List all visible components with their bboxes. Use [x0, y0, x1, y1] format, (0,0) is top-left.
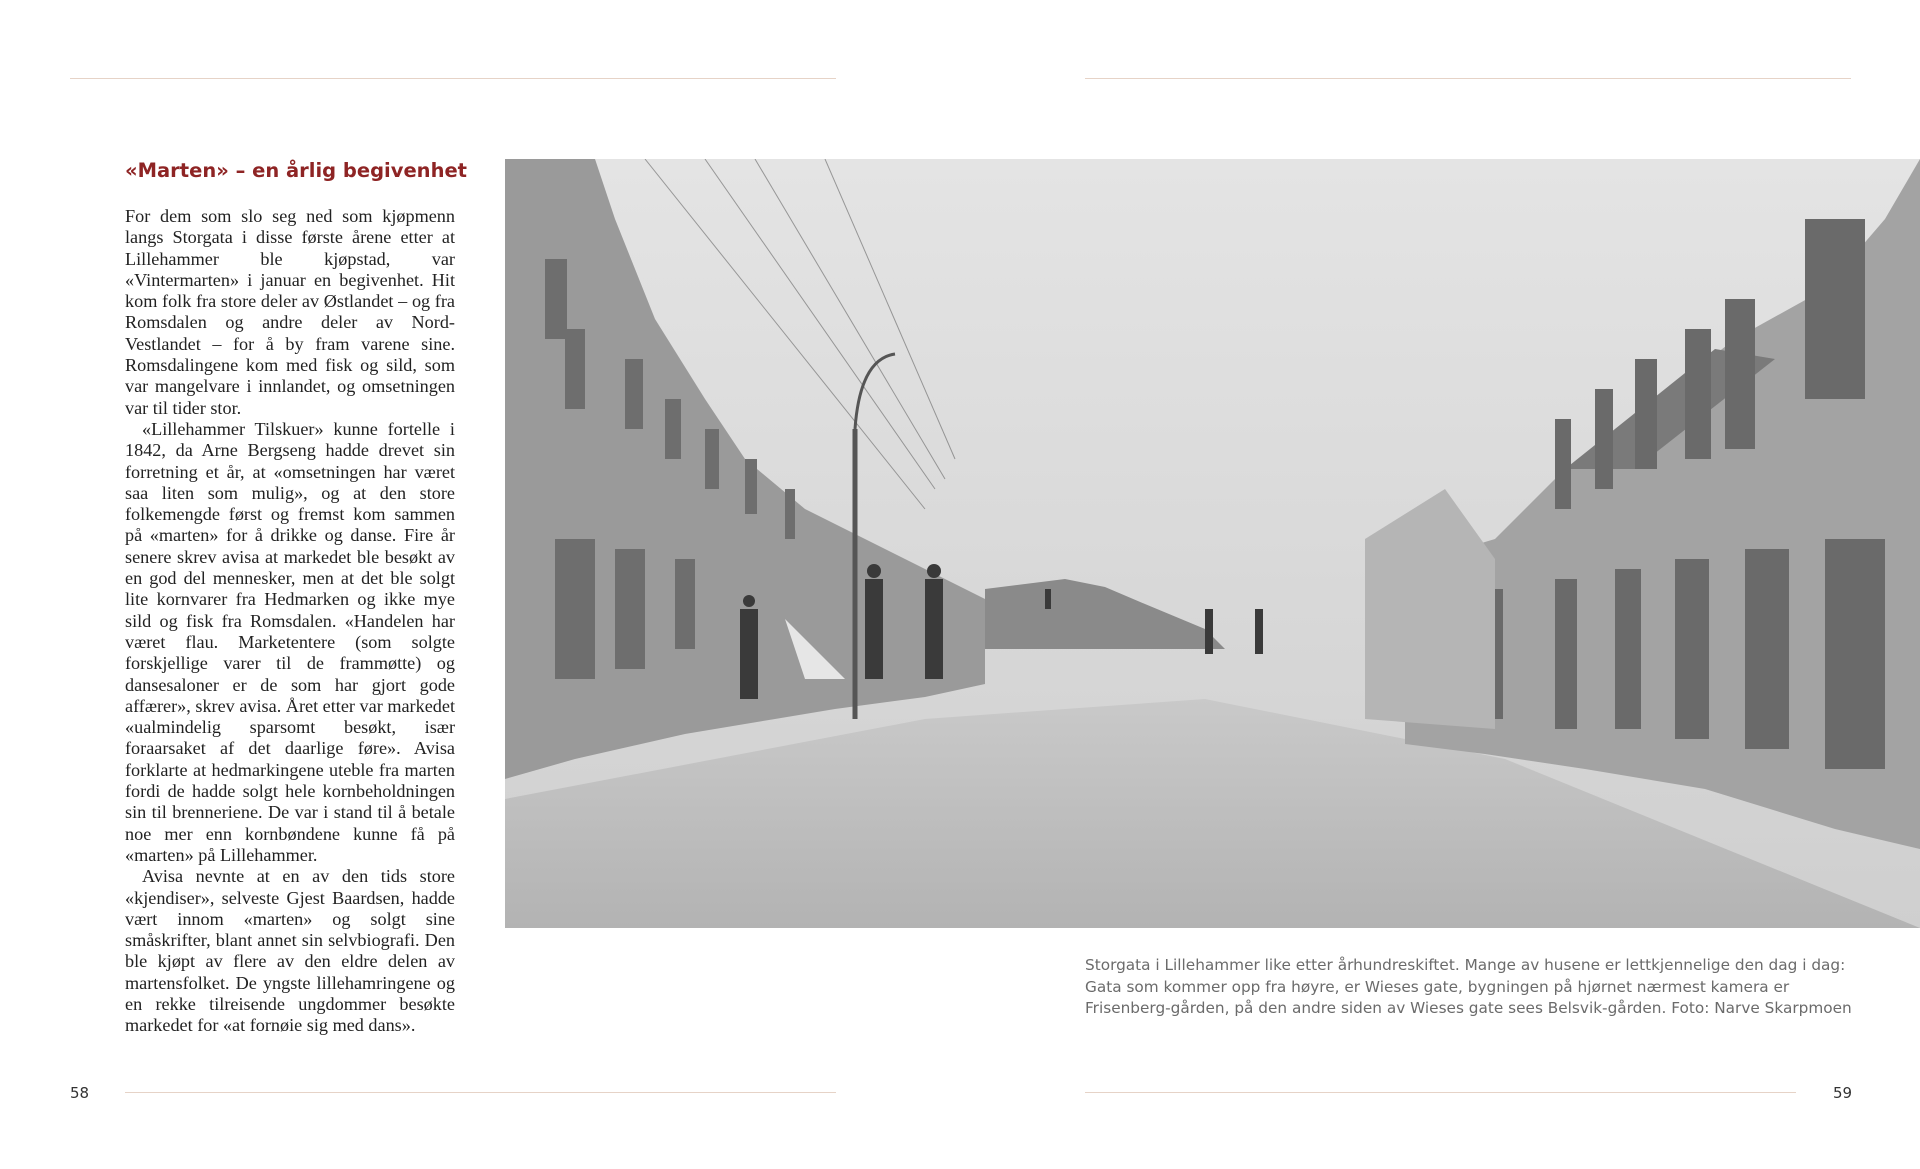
section-heading: «Marten» – en årlig begivenhet [125, 159, 467, 182]
page-number-left: 58 [70, 1084, 90, 1102]
body-paragraph: Avisa nevnte at en av den tids store «kjendiser», selveste Gjest Baardsen, hadde vært innom «marten» og solgt sine småskrifter, blant annet sin selvbiografi. Den ble kjøpt av flere av den eldre delen av martensfolket. De yngste lillehamringene og en rekke tilreisende ungdommer besøkte markedet for «at fornøie sig med dans». [125, 866, 455, 1036]
photo-caption [1085, 955, 1852, 1020]
street-photo [505, 159, 1920, 928]
header-rule-left [70, 78, 836, 79]
caption-line: Frisenberg-gården, på den andre siden av Wieses gate sees Belsvik-gården. Foto: Narve Skarpmoen [1085, 999, 1852, 1017]
footer-rule-right [1085, 1092, 1796, 1093]
caption-line: Storgata i Lillehammer like etter århundreskiftet. Mange av husene er lettkjennelige den dag i dag: [1085, 956, 1846, 974]
header-rule-right [1085, 78, 1851, 79]
caption-line: Gata som kommer opp fra høyre, er Wieses gate, bygningen på hjørnet nærmest kamera er [1085, 977, 1790, 996]
body-paragraph: For dem som slo seg ned som kjøpmenn langs Storgata i disse første årene etter at Lillehammer ble kjøpstad, var «Vintermarten» i januar en begivenhet. Hit kom folk fra store deler av Østlandet – og fra Romsdalen og andre deler av Nord-Vestlandet – for å by fram varene sine. Romsdalingene kom med fisk og sild, som var mangelvare i innlandet, og omsetningen var til tider stor. [125, 206, 455, 418]
body-text [125, 206, 455, 1037]
body-paragraph: «Lillehammer Tilskuer» kunne fortelle i 1842, da Arne Bergseng hadde drevet sin forretning et år, at «omsetningen har været saa liten som mulig», og at den store folkemengde først og fremst kom sammen på «marten» for å drikke og danse. Fire år senere skrev avisa at markedet ble besøkt av en god del mennesker, men at det ble solgt lite kornvarer fra Hedmarken og ikke mye sild og fisk fra Romsdalen. «Handelen har været flau. Marketentere (som solgte forskjellige varer til de frammøtte) og dansesaloner er de som har gjort gode affærer», skrev avisa. Året etter var markedet «ualmindelig sparsomt besøkt, især foraarsaket af det daarlige føre». Avisa forklarte at hedmarkingene uteble fra marten fordi de hadde solgt hele kornbeholdningen sin til brenneriene. De var i stand til å betale noe mer enn kornbøndene kunne få på «marten» på Lillehammer. [125, 418, 455, 865]
footer-rule-left [125, 1092, 836, 1093]
page-number-right: 59 [1833, 1084, 1853, 1102]
